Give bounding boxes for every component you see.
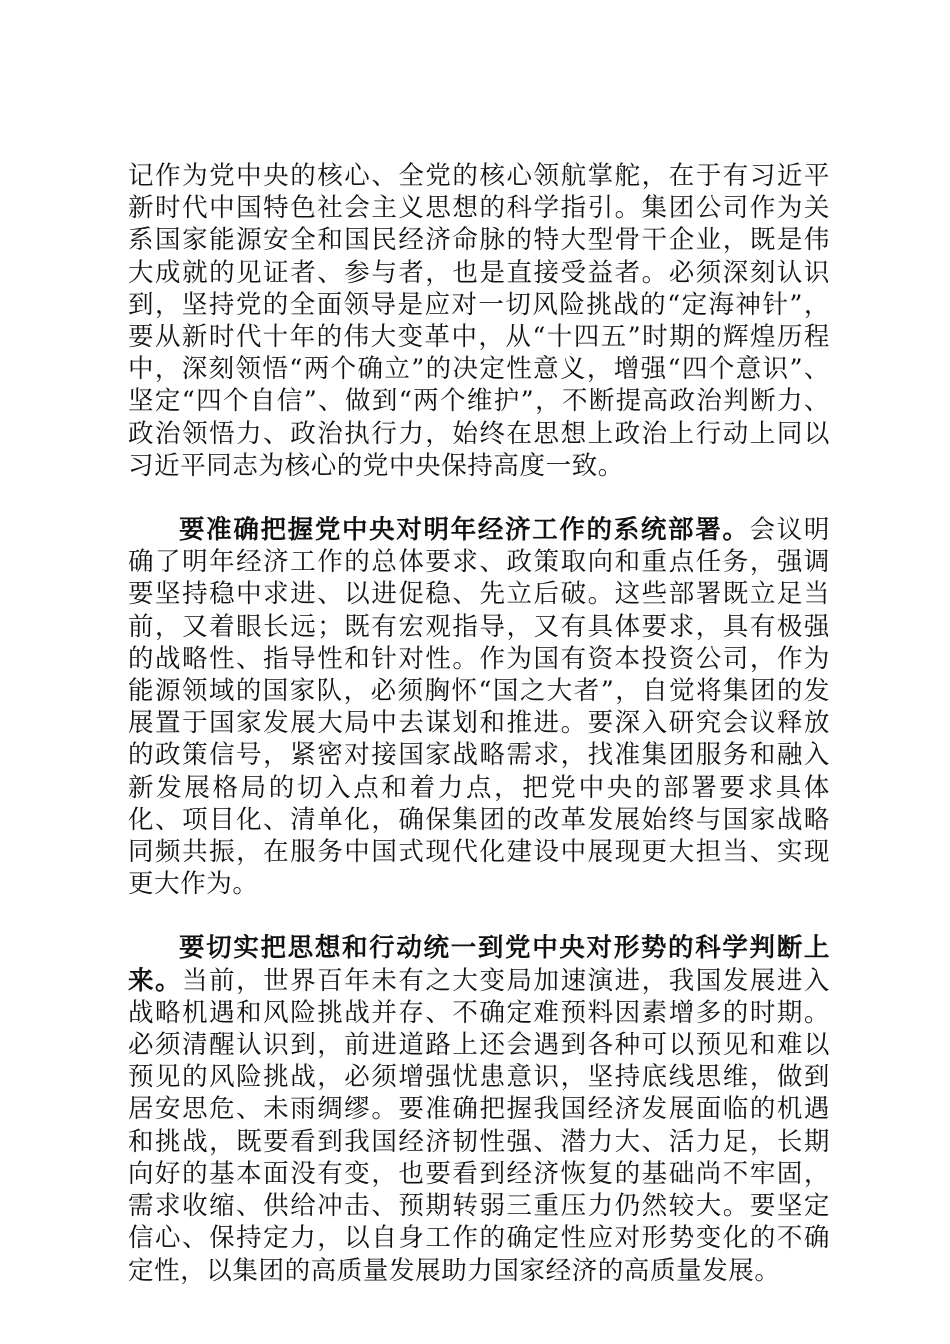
paragraph-2 [128, 514, 830, 900]
paragraph-1-text: 记作为党中央的核心、全党的核心领航掌舵，在于有习近平新时代中国特色社会主义思想的科学指引。集团公司作为关系国家能源安全和国民经济命脉的特大型骨干企业，既是伟大成就的见证者、参与者，也是直接受益者。必须深刻认识到，坚持党的全面领导是应对一切风险挑战的“定海神针”，要从新时代十年的伟大变革中，从“十四五”时期的辉煌历程中，深刻领悟“两个确立”的决定性意义，增强“四个意识”、坚定“四个自信”、做到“两个维护”，不断提高政治判断力、政治领悟力、政治执行力，始终在思想上政治上行动上同以习近平同志为核心的党中央保持高度一致。 [128, 161, 830, 481]
paragraph-1 [128, 160, 830, 482]
paragraph-3 [128, 932, 830, 1286]
paragraph-3-heading: 要切实把思想和行动统一到党中央对形势的科学判断上来。 [128, 933, 830, 996]
paragraph-2-heading: 要准确把握党中央对明年经济工作的系统部署。 [179, 515, 750, 546]
paragraph-2-text: 会议明确了明年经济工作的总体要求、政策取向和重点任务，强调要坚持稳中求进、以进促稳、先立后破。这些部署既立足当前，又着眼长远；既有宏观指导，又有具体要求，具有极强的战略性、指导性和针对性。作为国有资本投资公司，作为能源领域的国家队，必须胸怀“国之大者”，自觉将集团的发展置于国家发展大局中去谋划和推进。要深入研究会议释放的政策信号，紧密对接国家战略需求，找准集团服务和融入新发展格局的切入点和着力点，把党中央的部署要求具体化、项目化、清单化，确保集团的改革发展始终与国家战略同频共振，在服务中国式现代化建设中展现更大担当、实现更大作为。 [128, 515, 830, 900]
document-page [128, 160, 830, 1287]
paragraph-3-text: 当前，世界百年未有之大变局加速演进，我国发展进入战略机遇和风险挑战并存、不确定难预料因素增多的时期。必须清醒认识到，前进道路上还会遇到各种可以预见和难以预见的风险挑战，必须增强忧患意识，坚持底线思维，做到居安思危、未雨绸缪。要准确把握我国经济发展面临的机遇和挑战，既要看到我国经济韧性强、潜力大、活力足，长期向好的基本面没有变，也要看到经济恢复的基础尚不牢固，需求收缩、供给冲击、预期转弱三重压力仍然较大。要坚定信心、保持定力，以自身工作的确定性应对形势变化的不确定性，以集团的高质量发展助力国家经济的高质量发展。 [128, 965, 830, 1286]
